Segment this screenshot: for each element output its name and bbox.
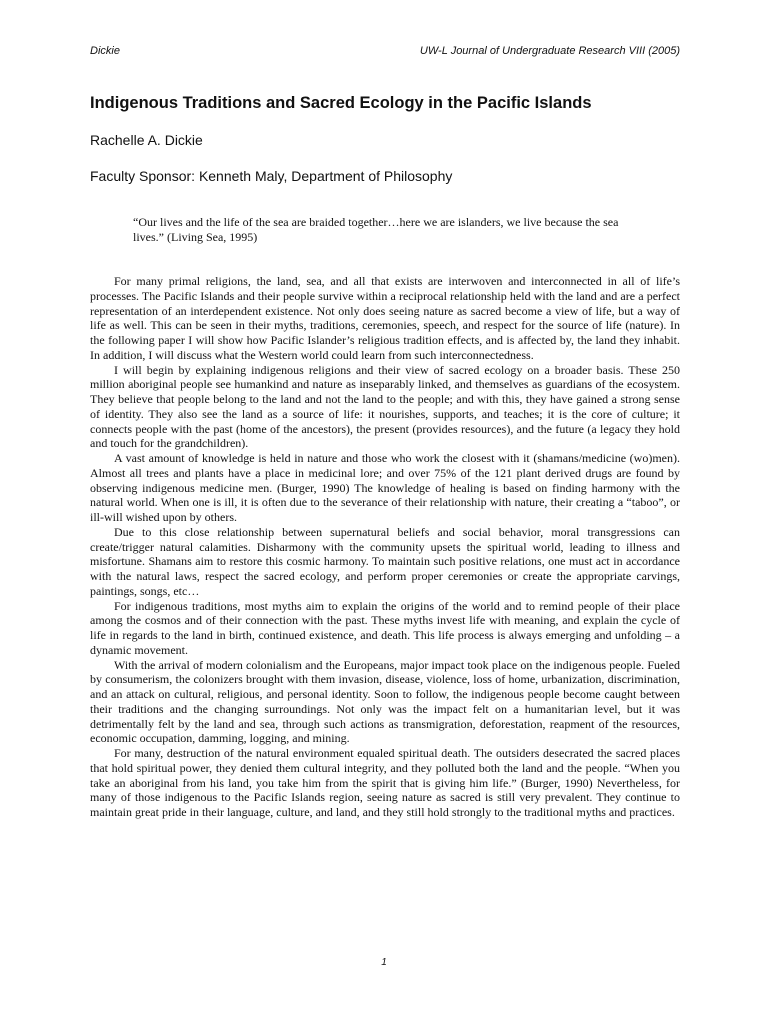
- body-paragraph: I will begin by explaining indigenous religions and their view of sacred ecology on a broader basis. These 250 million aboriginal people see humankind and nature as inseparably linked, and themselves as guardians of the ecosystem. They believe that people belong to the land and not the land to the people; and with this, they have gained a strong sense of identity. They also see the land as a source of life: it nourishes, supports, and teaches; it is the core of culture; it connects people with the past (home of the ancestors), the present (provides resources), and the future (a legacy they hold and touch for the grandchildren).: [90, 362, 680, 451]
- running-header-journal: UW-L Journal of Undergraduate Research VIII (2005): [419, 45, 680, 57]
- running-header: [90, 45, 680, 59]
- body-text: [90, 274, 680, 820]
- paper-title: Indigenous Traditions and Sacred Ecology in the Pacific Islands: [90, 94, 592, 112]
- body-paragraph: For many, destruction of the natural environment equaled spiritual death. The outsiders desecrated the sacred places that hold spiritual power, they denied them cultural integrity, and they polluted both the land and the people. “When you take an aboriginal from his land, you take him from the spirit that is giving him life.” (Burger, 1990) Nevertheless, for many of those indigenous to the Pacific Islands region, seeing nature as sacred is still very prevalent. They continue to maintain great pride in their language, culture, and land, and they still hold strongly to the traditional myths and practices.: [90, 746, 680, 819]
- body-paragraph: For indigenous traditions, most myths aim to explain the origins of the world and to remind people of their place among the cosmos and of their connection with the past. These myths invest life with meaning, and explain the cycle of life in regards to the land in birth, continued existence, and death. This life process is always emerging and unfolding – a dynamic movement.: [90, 598, 680, 657]
- epigraph-quote: “Our lives and the life of the sea are braided together…here we are islanders, we live because the sea lives.” (Living Sea, 1995): [133, 215, 619, 244]
- author-name: Rachelle A. Dickie: [90, 132, 203, 148]
- page-number: 1: [381, 957, 387, 968]
- body-paragraph: For many primal religions, the land, sea, and all that exists are interwoven and interconnected in all of life’s processes. The Pacific Islands and their people survive within a reciprocal relationship held with the land and are a perfect representation of an interdependent existence. Not only does seeing nature as sacred become a view of life, but a way of life as well. This can be seen in their myths, traditions, ceremonies, speech, and respect for the source of life (nature). In the following paper I will show how Pacific Islander’s religious tradition effects, and is affected by, the land they inhabit. In addition, I will discuss what the Western world could learn from such interconnectedness.: [90, 274, 680, 362]
- body-paragraph: Due to this close relationship between supernatural beliefs and social behavior, moral transgressions can create/trigger natural calamities. Disharmony with the community upsets the spiritual world, leading to illness and misfortune. Shamans aim to restore this cosmic harmony. To maintain such positive relations, one must act in accordance with the natural laws, respect the sacred ecology, and perform proper ceremonies or create the appropriate carvings, paintings, songs, etc…: [90, 524, 680, 598]
- body-paragraph: A vast amount of knowledge is held in nature and those who work the closest with it (shamans/medicine (wo)men). Almost all trees and plants have a place in medicinal lore; and over 75% of the 121 plant derived drugs are found by observing indigenous medicine men. (Burger, 1990) The knowledge of healing is based on finding harmony with the natural world. When one is ill, it is often due to the severance of their relationship with nature, their creating a “taboo”, or ill-will wished upon by others.: [90, 451, 680, 524]
- running-header-author: Dickie: [90, 45, 120, 57]
- body-paragraph: With the arrival of modern colonialism and the Europeans, major impact took place on the indigenous people. Fueled by consumerism, the colonizers brought with them invasion, disease, violence, loss of home, urbanization, discrimination, and an attack on cultural, religious, and personal identity. Soon to follow, the indigenous people become caught between their traditions and the changing surroundings. Not only was the impact felt on a humanitarian level, but it was detrimentally felt by the land and sea, through such actions as transmigration, deforestation, reapment of the resources, economic occupation, damming, logging, and mining.: [90, 657, 680, 746]
- faculty-sponsor: Faculty Sponsor: Kenneth Maly, Department of Philosophy: [90, 168, 453, 184]
